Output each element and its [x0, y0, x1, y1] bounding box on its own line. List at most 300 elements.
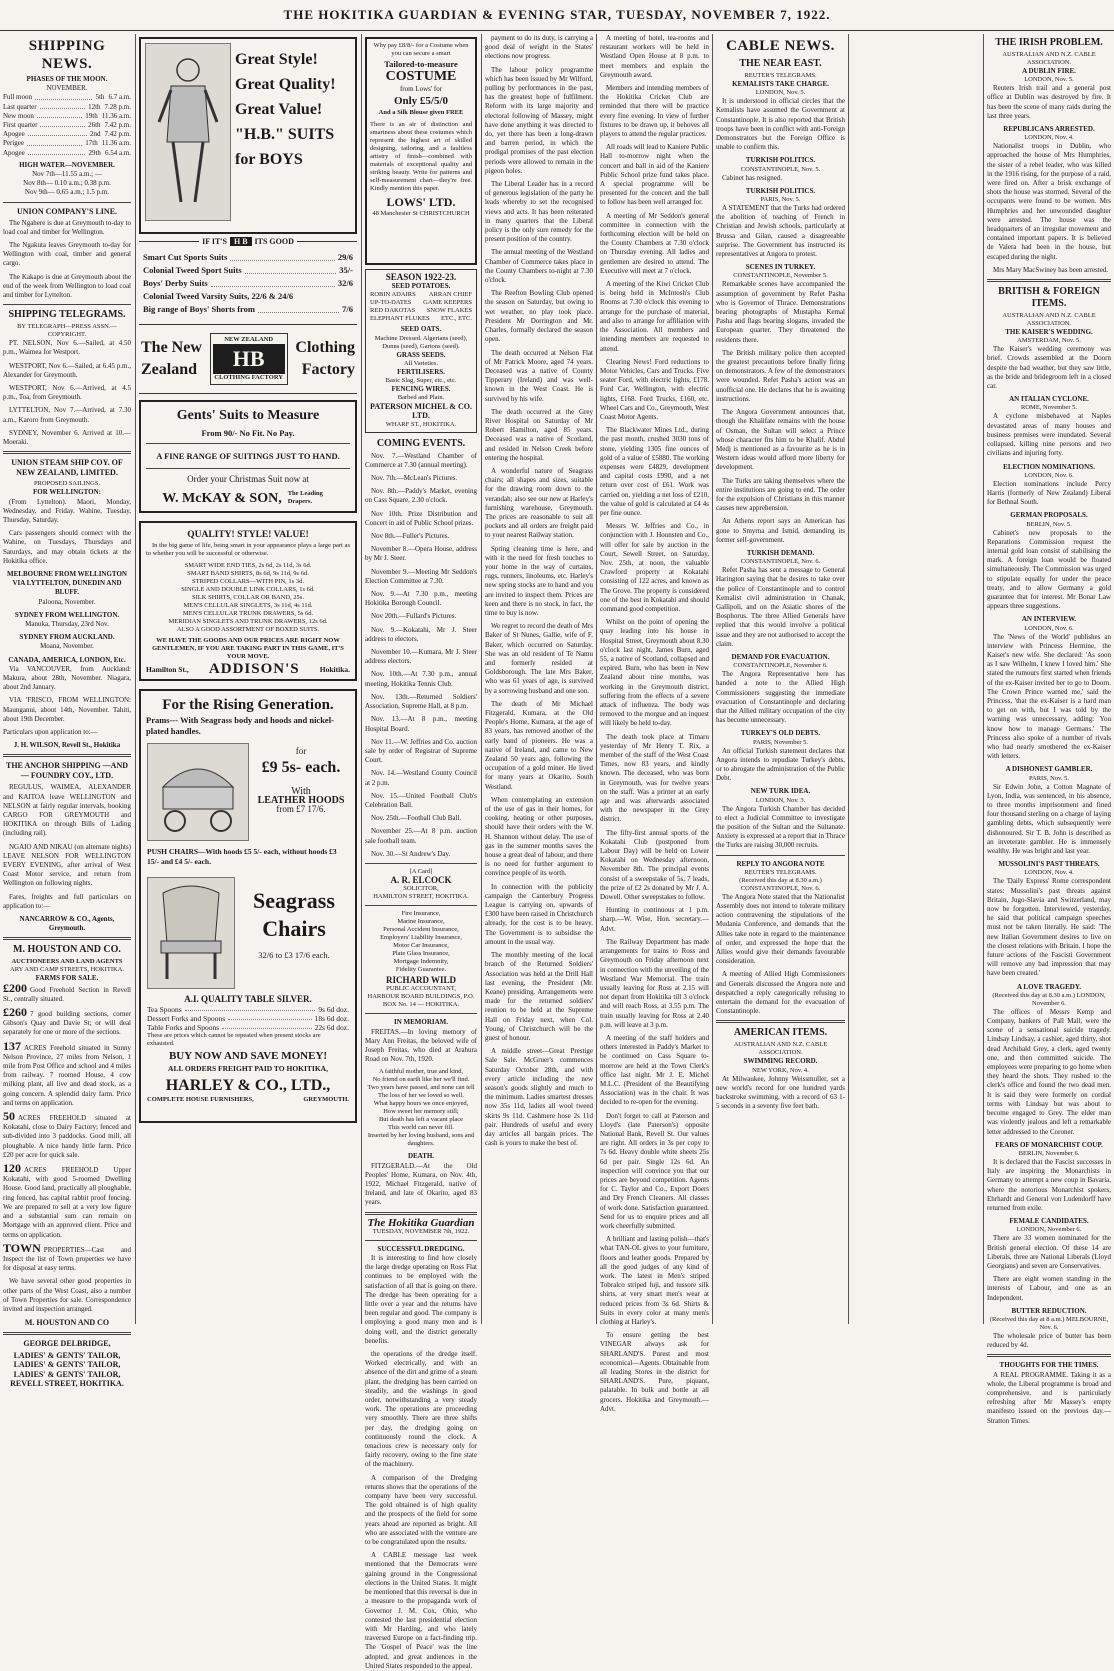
dateline: CONSTANTINOPLE, November 6. — [733, 662, 828, 670]
coming-event: Nov. 13.—At 8 p.m., meeting Hospital Board. — [365, 715, 477, 733]
republicans-text-2: Mrs Mary MacSwiney has been arrested. — [993, 265, 1109, 274]
anchor-heading: THE ANCHOR SHIPPING —AND— FOUNDRY COY., LTD. — [5, 761, 128, 781]
column-rule — [983, 34, 984, 1324]
telegram-paragraph: LYTTELTON, Nov 7.—Arrived, at 7.30 a.m., Karoro from Greymouth. — [3, 406, 131, 424]
dateline: PARIS, November 5. — [752, 738, 808, 746]
seagrass-block — [239, 887, 349, 960]
column-rule — [712, 34, 713, 1324]
poem-line: This world can never fill. — [388, 1124, 454, 1132]
love-text: The offices of Messrs Kemp and Company, bankers of Pall Mall, were the scene of a sensational suicide tragedy. Lindsay Lindsay, a cashier, aged thirty, shot dead Archibald Grey, a clerk, aged twenty one, and then committed suicide. The employees were preparing to go home when they heard the shots. They rushed to the clerk's office and found the two dead men. It is said they were formerly on cordial terms with Lindsay but was about to become engaged to Grey. The elder man was violently jealous and left a remarkable letter addressed to the Coroner. — [987, 1007, 1112, 1136]
moon-heading: PHASES OF THE MOON. — [26, 75, 108, 83]
lows-ad — [365, 37, 477, 265]
telegram-paragraph: PT. NELSON, Nov 6.—Sailed, at 4.50 p.m., Waimea for Westport. — [3, 339, 131, 357]
silver-table — [147, 1005, 349, 1033]
addison-name: ADDISON'S — [208, 661, 300, 678]
slogan-line: Great Value! — [235, 101, 323, 118]
leader-dots — [211, 277, 335, 287]
grass-text: All Varieties. — [403, 359, 439, 367]
pram-price: £9 5s- each. — [261, 758, 341, 776]
dateline: PARIS, Nov. 5. — [760, 196, 801, 204]
news-paragraph: The fifty-first annual sports of the Kokatahi Club (postponed from Labour Day) will be held on Lower Kokatahi on Wednesday afternoon, November 8th. The principal events consist of a sweepstake of 5s, 7 leads, the prize of £2 2s donated by Mr J. A. Dowell. Other sweepstakes to follow. — [600, 828, 709, 902]
nz-left-line: The New — [141, 339, 202, 357]
insurance-item: Motor Car Insurance, — [393, 942, 449, 950]
debts-text: An official Turkish statement declares that Angora intends to repudiate Turkey's debts, or to abrogate the administration of the Public Debt. — [716, 746, 845, 783]
silver-note: These are prices which cannot be repeated when present stocks are exhausted. — [147, 1032, 321, 1048]
irish-heading: THE IRISH PROBLEM. — [995, 37, 1103, 48]
nz-left — [141, 337, 202, 381]
moon-row — [3, 130, 131, 139]
addisons-ad — [139, 521, 357, 681]
seed-name: GAME KEEPERS — [423, 299, 472, 307]
wild-address: HARBOUR BOARD BUILDINGS, P.O. BOX No. 14 — HOKITIKA. — [367, 993, 475, 1009]
anchor-text-3: Fares, freights and full particulars on application to:— — [3, 892, 131, 910]
telegrams-heading: SHIPPING TELEGRAMS. — [8, 309, 126, 321]
news-paragraph: The monthly meeting of the local branch of the Returned Soldiers' Association was held at the Drill Hall last evening, the President (Mr. Keane) presiding. Arrangements were made for the returned soldiers' reunion to be held at the Supreme Hall on Friday next, when Col. Young, of Christchurch will be the guest of honour. — [485, 951, 593, 1042]
dateline: ROME, November 5. — [1021, 404, 1077, 412]
female-heading: FEMALE CANDIDATES. — [1009, 1217, 1089, 1226]
sydney-heading: SYDNEY FROM WELLINGTON. — [14, 610, 120, 619]
news-paragraph: A wonderful nature of Seagrass chairs; all shapes and sizes, suitable for the drawing room down to the verandah; also see our new at Harley's furnishing warehouse, Greymouth. The prices are reasonable to suit all pockets and all orders are freight paid to your nearest Railway station. — [485, 466, 593, 540]
nz-left-line: Zealand — [141, 361, 198, 379]
dateline: CONSTANTINOPLE, Nov. 5. — [740, 165, 821, 173]
fire-heading: A DUBLIN FIRE. — [1022, 67, 1076, 75]
column-ads — [139, 34, 357, 1324]
seeds-title: SEED POTATOES. — [391, 282, 451, 291]
thoughts-heading: THOUGHTS FOR THE TIMES. — [999, 1361, 1099, 1370]
poem-line: But death has left a vacant place — [378, 1116, 464, 1124]
moon-time: 6.54 a.m. — [104, 148, 131, 157]
scenes-text: Remarkable scenes have accompanied the assumption of government by Refet Pasha who is Governor of Thrace. Demonstrations bearing photographs of Mustapha Kemal Pasha and flags bearing slogans, invaded the European quarter. They threatened the residents there. — [716, 280, 845, 344]
insurance-item: Fidelity Guarantee. — [395, 966, 447, 974]
seagrass-title: Chairs — [262, 916, 326, 942]
slogan-line: Great Style! — [235, 51, 318, 68]
insurance-list — [365, 910, 477, 974]
telegrams — [3, 339, 131, 447]
canada-text: Via VANCOUVER, from Auckland: Makura, about 28th, November. Niagara, about 2nd January. — [3, 664, 131, 692]
moon-label: Perigee — [3, 139, 24, 148]
news-paragraph: The annual meeting of the Westland Chamber of Commerce takes place in the County Chambers to-night at 7.30 o'clock. — [485, 248, 593, 285]
coming-event: Nov 8th.—Fuller's Pictures. — [371, 532, 450, 541]
leader-dots — [37, 112, 82, 118]
interview-text: The 'News of the World' publishes an interview with Princess Hermine, the Kaiser's new wife. She declared: 'As soon as I saw Wilhelm, I knew I loved him.' She stated the rumours first started when friends of the ex-Kaiser invited her to go to Doorn. The Crown Prince warned me,' said the Princess, 'that the ex-Kaiser is a hard man to get on with, but I was told by the warning was unnecessary, adding: You know how to manage Germans.' The Princess also spoke of a number of rivals who had nearly smothered the ex-Kaiser with letters. — [987, 632, 1111, 761]
push-chairs: PUSH CHAIRS—With hoods £5 5/- each, without hoods £3 15/- and £4 5/- each. — [147, 847, 337, 867]
news-paragraph: To ensure getting the best VINEGAR always ask for SHARLAND'S. Purest and most economical—Agents. Obtainable from all leading Stores in the district for SHARLAND'S. Pure, piquant, palatable. In bulk and bottle at all grocers. Hokitika and Greymouth.—Advt. — [600, 1331, 709, 1413]
farm-listing — [3, 980, 131, 1004]
leader-dots — [28, 149, 86, 155]
farm-listing — [3, 1038, 131, 1108]
seagrass-price: 32/6 to £3 17/6 each. — [258, 950, 330, 961]
nz-badge-mid: HB — [213, 344, 285, 374]
separator — [3, 451, 131, 454]
coming-event: Nov. 10th.—At 7.30 p.m., annual meeting, Hokitika Tennis Club. — [365, 670, 477, 688]
prams-line: Prams--- With Seagrass body and hoods and nickel-plated handles. — [146, 715, 334, 737]
news-paragraph: The Liberal Leader has in a record of generous legislation of the party he leads whereby to set the recognised views and acts. It has been reiterated in many quarters that the Liberal policy is the only sure remedy for the present position of the country. — [485, 180, 593, 244]
news-paragraph: Clearing News! Ford reductions to Motor Vehicles, Cars and Trucks. Five seater Ford, with electric lights, £178. Ford Car, Wellington, with electric lights, £168. Ford Trucks, £160, etc. Wheel Cars and Co., Greymouth, West Coast Motor Agents. — [600, 357, 709, 421]
silver-heading: A.I. QUALITY TABLE SILVER. — [184, 994, 312, 1005]
cyclone-text: A cyclone misbehaved at Naples devastated areas of many houses and business premises were inundated. Several collapsed, killing nine persons and two civilians and injuring forty. — [987, 412, 1111, 458]
seed-name: ETC., ETC. — [440, 315, 472, 323]
coming-event: Nov. 7th.—McLean's Pictures. — [371, 474, 458, 483]
wellington-text: (From Lyttelton). Maori, Monday, Wednesday, and Friday. Wahine, Tuesday, Thursday, Saturday. — [3, 497, 131, 524]
lows-tailored: Tailored-to-measure — [384, 59, 458, 69]
suit-price: 29/6 — [337, 252, 353, 263]
leader-dots — [40, 103, 85, 109]
dateline: LONDON, Nov. 5. — [1024, 76, 1074, 84]
union-paragraph: The Ngahere is due at Greymouth to-day to load coal and timber for Wellington. — [3, 218, 131, 236]
dredging-heading: SUCCESSFUL DREDGING. — [377, 1244, 465, 1253]
news-paragraph: Members and intending members of the Hokitika Cricket Club are reminded that there will be practice every fine evening. In view of further fixtures to be drawn up, it behoves all players to attend the regular practices. — [600, 84, 709, 139]
slogan-line: for BOYS — [235, 151, 303, 168]
lows-address: 48 Manchester St CHRISTCHURCH — [372, 209, 470, 217]
turkish-text: Cabinet has resigned. — [722, 173, 783, 182]
moon-date: 5th — [95, 93, 105, 102]
moon-time: 11.36 a.m. — [101, 111, 131, 120]
addison-sign — [146, 661, 350, 678]
memoriam-poem — [365, 1068, 477, 1132]
fert-heading: FERTILISERS. — [397, 367, 445, 376]
banner-line — [139, 241, 199, 242]
insurance-item: Employers' Liability Insurance, — [380, 934, 462, 942]
moon-row — [3, 139, 131, 148]
coming-event: November 9.—Meeting Mr Seddon's Election Committee at 7.30. — [365, 567, 477, 585]
mckay-name: W. McKAY & SON, — [162, 490, 282, 506]
anchor-agent: NANCARROW & CO., Agents, Greymouth. — [19, 915, 115, 933]
season-heading: SEASON 1922-23. — [385, 272, 457, 282]
suit-price: 35/- — [339, 265, 353, 276]
quality-item: SINGLE AND DOUBLE LINK COLLARS, 1s 6d. — [181, 586, 315, 594]
delbridge-address: REVELL STREET, HOKITIKA. — [10, 1378, 124, 1388]
butter-heading: BUTTER REDUCTION. — [1011, 1306, 1087, 1315]
fert-text: Basic Slag, Super, etc., etc. — [385, 377, 457, 385]
seed-row — [370, 299, 472, 307]
leader-dots — [27, 139, 82, 145]
republicans-text: Nationalist troops in Dublin, who approached the house of Mrs Humphries, the sister of a rebel leader, who was killed in the 1916 rising, for the purpose of a raid, were fired on. After a brisk exchange of shots the house was stormed. Several of the occupants were found to be women. Mrs Humphries and her unwounded daughter were arrested. The house was the headquarters of an irregular movement and contained important papers. It is believed de Valera had been in the house, but escaped during the night. — [987, 142, 1111, 261]
tailor-line: LADIES' & GENTS' TAILOR, — [13, 1351, 121, 1361]
grass-heading: GRASS SEEDS. — [396, 350, 446, 359]
news-paragraph: The death of Mr Michael Fitzgerald, Kumara, at the Old People's Home, Kumara, at the age of 83 years, has removed another of the early band of pioneers. He was a native of Ireland, and came to New Zealand 50 years ago, following the occupation of a gold miner. He lived for many years at Okarito, South Westland. — [485, 699, 593, 791]
silver-row — [147, 1023, 349, 1032]
separator — [3, 202, 131, 203]
nz-badge — [210, 333, 288, 385]
near-east-heading: THE NEAR EAST. — [739, 58, 822, 69]
dateline: (Received this day at 8.30 a.m.) LONDON, November 6. — [992, 991, 1106, 1007]
lows-costume: COSTUME — [385, 69, 457, 85]
news-paragraph: The death occurred at the Grey River Hospital on Saturday of Mr Robert Hamilton, aged 85 years. Deceased was a native of Scotland, and resided in Nelson Creek before entering the hospital. — [485, 407, 593, 462]
nz-badge-bot: CLOTHING FACTORY — [214, 374, 283, 382]
dateline: (Received this day at 8.30 a.m.) CONSTANTINOPLE, Nov. 6. — [739, 876, 822, 892]
tailor-line: LADIES' & GENTS' TAILOR, — [13, 1360, 121, 1370]
farms-heading: FARMS FOR SALE. — [35, 974, 99, 983]
news-paragraph: All roads will lead to Kaniere Public Hall to-morrow night when the concert and ball in aid of the Kaniere Public School prize fund takes place. A special programme will be presented for the concert and the ball to follow has been well arranged for. — [600, 143, 709, 207]
leader-dots — [230, 251, 335, 261]
suit-name: Big range of Boys' Shorts from — [143, 304, 255, 315]
memoriam-text: FREITAS.—In loving memory of Mary Ann Freitas, the beloved wife of Joseph Freitas, who died at Arahura Road on Nov. 7th, 1920. — [365, 1027, 477, 1064]
dateline: (Received this day at 8 a.m.) MELBOURNE, Nov. 6. — [989, 1315, 1109, 1331]
banner-right: ITS GOOD — [254, 237, 294, 246]
female-text-2: There are eight women standing in the interests of Labour, and one as an Independent. — [987, 1275, 1111, 1302]
dateline: CONSTANTINOPLE, Nov. 6. — [740, 558, 821, 566]
coming-event: Nov. 9.—At 7.30 p.m., meeting Hokitika Borough Council. — [365, 590, 477, 608]
lows-gown: And a Silk Blouse given FREE — [378, 109, 464, 117]
kemalists-text: It is understood in official circles that the Kemalists have assumed the Government at Constantinople. It is also reported that British troops have been in conflict with anti-Foreign Demonstrators but the Foreign Office is unable to confirm this. — [716, 97, 845, 152]
seed-name: UP-TO-DATES — [370, 299, 412, 307]
sydney-text: Manuka, Thursday, 23rd Nov. — [25, 619, 109, 628]
seed-name: ELEPHANT FLUKES — [370, 315, 430, 323]
column-cable-news — [716, 34, 845, 1324]
farm-price: £260 — [3, 1005, 27, 1020]
farm-text: ACRES Freehold situated in Sunny Nelson Province, 27 miles from Nelson, 1 mile from Post Office and school and 4 miles from railway. 7 roomed House, 4 cow milking plant, all live and dead stock, as a going concern. A splendid dairy farm. Price and terms on application. — [3, 1043, 131, 1107]
buy-now: BUY NOW AND SAVE MONEY! — [168, 1050, 328, 1063]
column-rule — [135, 34, 136, 1324]
seed-name: ROBIN ADAIRS — [370, 291, 416, 299]
water-table — [3, 170, 131, 198]
news-paragraph: Hunting in continuous at 1 p.m. sharp.—W. Wise, Hon. secretary.—Advt. — [600, 906, 709, 933]
german-text: Cabinet's new proposals to the Reparations Commission request the internal gold loan consist of stabilising the mark. A foreign loan would be floated simultaneously. The Commission was urged to stipulate equally for under the peace treaty, and to allow Germany a gold guarantee that for interest. Mr Bonar Law appears three suggestions. — [987, 528, 1111, 611]
silver-block — [147, 995, 349, 1103]
frisco-text: VIA 'FRISCO, FROM WELLINGTON: Maunganui, about 14th, November. Tahiti, about 19th December. — [3, 696, 131, 723]
water-row: Nov 8th— 0.10 a.m.; 0.38 p.m. — [23, 179, 111, 188]
separator — [365, 1240, 477, 1241]
suit-name: Smart Cut Sports Suits — [143, 252, 228, 263]
anchor-text: REGULUS, WAIMEA, ALEXANDER and KAITOA leave WELLINGTON and NELSON at fairly regular intervals, booking CARGO FOR GREYMOUTH and HOKITIKA on through Bills of Lading (including rail). — [3, 783, 131, 838]
quality-item: STRIPED COLLARS—WITH PIN, 1s 3d. — [192, 578, 304, 586]
silver-name: Dessert Forks and Spoons — [147, 1013, 226, 1023]
news-paragraph: A meeting of hotel, tea-rooms and restaurant workers will be held in Westland Open House at 8 p.m. to meet members and explain the Greymouth award. — [600, 34, 709, 79]
silver-price: 22s 6d doz. — [314, 1023, 349, 1033]
uss-heading: UNION STEAM SHIP COY. OF NEW ZEALAND, LIMITED. — [11, 458, 123, 478]
wicker-chair-icon — [153, 883, 229, 983]
pram-with: With — [291, 785, 311, 797]
seed-list — [370, 291, 472, 323]
silver-row — [147, 1005, 349, 1014]
separator — [365, 905, 477, 906]
nz-badge-top: NEW ZEALAND — [224, 336, 274, 344]
dateline: BERLIN, Nov. 5. — [1026, 520, 1072, 528]
dateline: LONDON, November 6. — [1016, 1226, 1082, 1234]
quality-intro: In the big game of life, being smart in your appearance plays a large part as to whether you will be successful or otherwise. — [146, 542, 350, 558]
turkish-politics-heading: TURKISH POLITICS. — [745, 156, 816, 165]
coming-event: Nov. 9.—Kokatahi, Mr J. Steer address to electors. — [365, 625, 477, 643]
leader-dots — [35, 93, 93, 99]
suit-row — [143, 303, 353, 316]
news-paragraph: When contemplating an extension of the use of gas in their homes, for cooking, heating or other purposes, should have their orders with the W. H. Shannon without delay. The use of gas in the summer months saves the house a great deal of labour, and there is no need for further argument to convince people of its worth. — [485, 795, 593, 878]
card-label: [A Card] — [409, 867, 433, 875]
union-paragraph: The Kakapo is due at Greymouth about the end of the week from Wellington to load coal and timber for Lyttelton. — [3, 272, 131, 300]
moon-row — [3, 103, 131, 112]
measure-heading: Gents' Suits to Measure — [176, 408, 320, 424]
dredging-text: It is interesting to find how closely the large dredge operating on Ross Flat continues to be employed with the satisfaction of all that is going on there. The dredge has been operating for a little over a year and the returns have been regular and good. The company is employing a good many men and is doing well, and the district generally benefits. — [365, 1253, 477, 1345]
dateline: BERLIN, November 6. — [1018, 1149, 1080, 1157]
pram-hood-price: from £7 17/6. — [276, 804, 326, 815]
suitings: A FINE RANGE OF SUITINGS JUST TO HAND. — [156, 451, 340, 462]
col5-news — [600, 34, 709, 1414]
delbridge: GEORGE DELBRIDGE, — [23, 1339, 111, 1349]
column-irish — [987, 34, 1112, 1425]
reply-heading: REPLY TO ANGORA NOTE — [736, 859, 825, 868]
pram-hoods: LEATHER HOODS — [257, 794, 345, 806]
coming-event: November 8.—Opera House, address by Mr J. Steer. — [365, 545, 477, 563]
lows-price: Only £5/5/0 — [393, 95, 449, 108]
scenes-text-3: The Angora Government announces that, though the Khalifate remains with the house of Osman, the Sultan will select a Prince whose character fits him to be Khalif. Abdul Medj is mentioned as a favourite as he is in Western ideas would afford more liberty for development. — [716, 408, 845, 472]
quality-close: WE HAVE THE GOODS AND OUR PRICES ARE RIGHT NOW GENTLEMEN, IF YOU ARE TAKING PART IN THIS GAME, IT'S YOUR MOVE. — [152, 637, 344, 661]
column-4 — [485, 34, 593, 1324]
death-heading: DEATH. — [407, 1152, 435, 1161]
debts-heading: TURKEY'S OLD DEBTS. — [740, 729, 821, 738]
evac-text: The Angora Representative here has handed a note to the Allied High Commissioners suggesting the immediate evacuation of Constantinople and declaring that the Allied military occupation of the city has become unnecessary. — [716, 670, 845, 725]
particulars: Particulars upon application to:— — [3, 727, 98, 736]
coming-event: Nov 10th. Prize Distribution and Concert in aid of Public School prizes. — [365, 509, 477, 527]
mckay-sub: The Leading Drapers. — [287, 490, 323, 506]
elcock-address: HAMILTON STREET, HOKITIKA. — [373, 893, 469, 901]
nz-right — [295, 337, 355, 381]
pram-illustration — [147, 743, 249, 841]
news-paragraph: We regret to record the death of Mrs Baker of St Nunes, Gallie, wife of F. Baker, which occurred on Saturday. She was an old resident of Te Namu and formerly resided at Goldsborough. The late Mrs Baker, who was 61 years of age, is survived by a sorrowing husband and one son. — [485, 622, 593, 695]
insurance-item: Plate Glass Insurance, — [392, 950, 450, 958]
moon-time: 7.42 p.m. — [104, 121, 131, 130]
mckay-sign — [146, 490, 350, 506]
reply-text-2: A meeting of Allied High Commissioners and Generals discussed the Angora note and despatched a reply categorically refusing to entertain the demand for the evacuation of Constantinople. — [716, 970, 845, 1016]
scenes-text-5: An Athens report says an American has gone to Smyrna and Ismid, demanding its former self-government. — [716, 517, 845, 544]
column-shipping — [3, 34, 131, 1388]
farm-price: 50 — [3, 1109, 15, 1124]
insurance-item: Mortgage Indemnity, — [393, 958, 449, 966]
union-news — [3, 219, 131, 301]
poem-line: How sweet her memory still; — [383, 1108, 459, 1116]
lows-from: from Lows' for — [399, 85, 443, 94]
memoriam-heading: IN MEMORIAM. — [393, 1018, 449, 1027]
column-rule — [596, 34, 597, 1324]
telegrams-sub: BY TELEGRAPH—PRESS ASSN.—COPYRIGHT. — [17, 323, 117, 339]
mckay-ad — [139, 400, 357, 513]
seed-name: RED DAKOTAS — [370, 307, 416, 315]
farm-price: TOWN — [3, 1240, 41, 1255]
moon-row — [3, 149, 131, 158]
coming-event: Nov 20th.—Fullard's Pictures. — [371, 612, 457, 621]
farm-listing — [3, 1240, 131, 1274]
news-paragraph: A brilliant and lasting polish—that's what TAN-OL gives to your furniture, floors and leather goods. Prepared by all the good judges of any kind of work. The latest in Men's striped Tobralco striped fuji, and tussore silk shirts, at very smart men's wear at reduced prices from 3s 6d. Shirts & Suits in every color at many men's clothing at Harley's. — [600, 1235, 709, 1327]
separator — [3, 304, 131, 305]
coming-event: November 25.—At 8 p.m. auction sale football team. — [365, 827, 477, 845]
pram-prices — [253, 747, 349, 814]
dateline: LONDON, Nov. 4. — [1024, 134, 1074, 142]
republicans-heading: REPUBLICANS ARRESTED. — [1003, 125, 1095, 134]
news-paragraph: A meeting of Mr Seddon's general committee in connection with the forthcoming election will be held on the County Chambers at 7.30 o'clock on Thursday evening. All ladies and gentlemen are desired to attend. The Executive will meet at 7 o'clock. — [600, 211, 709, 275]
cable-heading: CABLE NEWS. — [726, 38, 835, 54]
poem-line: The loss of her we loved so well. — [378, 1092, 464, 1100]
agent: J. H. WILSON, Revell St., Hokitika — [13, 741, 121, 750]
addison-right: Hokitika. — [319, 665, 350, 675]
telegram-paragraph: SYDNEY, November 6. Arrived at 10.—Moeraki. — [3, 428, 131, 447]
column-3 — [365, 34, 477, 1670]
lows-name: LOWS' LTD. — [386, 194, 456, 209]
water-row: Nov 7th—11.55 a.m.; — — [32, 170, 102, 179]
farm-text: Good Freehold Section in Revell St., centrally situated. — [3, 985, 131, 1003]
coming-heading: COMING EVENTS. — [376, 437, 466, 449]
new-idea-text: The Angora Turkish Chamber has decided to elect a Judicial Committee to investigate the position of the Sultan and the Sultanate. Anxiety is expressed at a report that in Thrace the Turks are raising 30,000 recruits. — [716, 804, 845, 850]
news-paragraph: A meeting of the staff holders and others interested in Paddy's Market to be continued on Cass Square to-morrow are held at the Town Clerk's office last night. Mr J. E. Michel M.L.C. (President of the Beautifying Association) was in the chair. It was decided to re-open for the evening. — [600, 1033, 709, 1107]
column-5 — [600, 34, 709, 1413]
union-heading: UNION COMPANY'S LINE. — [16, 206, 118, 216]
reply-text: The Angora Note stated that the Nationalist Assembly does not intend to tolerate military action contravening the stipulations of the Mudania Conference, and demands that the Allies take note in regard to the maintenance of order, and expressed the hope that the Allies would give their demands favourable consideration. — [716, 892, 845, 966]
pram-icon — [153, 749, 243, 835]
anchor-text-2: NGAIO AND NIKAU (on alternate nights) LEAVE NELSON FOR WELLINGTON EVERY EVENING, after arrival of West Coast Motor service, and return from Wellington on following nights. — [3, 842, 131, 888]
moon-label: New moon — [3, 111, 34, 120]
coming-event: Nov 11.—W. Jeffries and Co. auction sale by order of Registrar of Supreme Court. — [365, 737, 477, 765]
suit-row — [143, 264, 353, 277]
new-idea-heading: NEW TURK IDEA. — [750, 787, 811, 796]
leader-dots — [228, 1014, 312, 1020]
news-paragraph: Spring cleaning time is here, and with it the need for fresh touches to your home in the way of curtains, rugs, runners, linoleums, etc. Harley's new spring stocks are to hand and you are invited to inspect them. Prices are keen and there is no stock, in fact, the time to buy is now. — [485, 544, 593, 617]
butter-text: The wholesale price of butter has been reduced by 4d. — [987, 1331, 1111, 1350]
harley-ad — [139, 689, 357, 1123]
moon-time: 6.7 a.m. — [108, 93, 131, 102]
quality-item: SMART WIDE END TIES, 2s 6d, 2s 11d, 3s 6d. — [184, 562, 312, 570]
british-sub: AUSTRALIAN AND N.Z. CABLE ASSOCIATION. — [1002, 312, 1096, 328]
election-text: Election nominations include Percy Harris (formerly of New Zealand) Liberal for Bethnal South. — [987, 479, 1111, 507]
telegram-paragraph: WESTPORT, Nov 6.—Arrived, at 4.5 p.m., Toa, from Greymouth. — [3, 384, 131, 402]
houston-sign: M. HOUSTON AND CO — [24, 1318, 110, 1328]
melbourne-text: Paloona, November. — [38, 597, 96, 606]
oats-heading: SEED OATS. — [400, 325, 442, 334]
suit-row — [143, 277, 353, 290]
fire-text: Reuters Irish trail and a general post office at Dublin was destroyed by fire. It has been the scene of many raids during the last three years. — [987, 84, 1111, 120]
separator — [987, 1354, 1111, 1357]
moon-date: 12th — [88, 102, 101, 111]
dateline: NEW YORK, Nov. 4. — [752, 1066, 809, 1074]
water-row: Nov 9th— 0.65 a.m.; 1.5 p.m. — [24, 188, 110, 197]
paterson-ad — [365, 269, 477, 433]
news-paragraph: The Railway Department has made arrangements for trains to Ross and Greymouth on Friday afternoon next in connection with the unveiling of the Westland War Memorial. The train usually leaving for Ross at 2.15 will not depart from Hokitika till 3 o'clock and will reach Ross, at 3.55 p.m. The train usually leaving for Ross at 2.40 p.m. will leave at 3 p.m. — [600, 937, 709, 1029]
coming-event: Nov. 13th.—Returned Soldiers' Association, Supreme Hall, at 8 p.m. — [365, 692, 477, 711]
moon-row — [3, 121, 131, 130]
interview-heading: AN INTERVIEW. — [1021, 615, 1077, 624]
farm-text: PROPERTIES—Cast and Inspect the list of Town properties we have for disposal at easy terms. — [3, 1245, 131, 1273]
silver-name: Tea Spoons — [147, 1004, 182, 1014]
coming-event: Nov. 25th.—Football Club Ball. — [371, 814, 462, 823]
farms-close: We have several other good properties in other parts of the West Coast, also a number of Town Properties for sale. Correspondence invited and inspection arranged. — [3, 1277, 131, 1313]
telegram-paragraph: WESTPORT, Nov 6.—Sailed, at 6.45 p.m., Alexander for Greymouth. — [3, 361, 131, 379]
wire-text: Barbed and Plain. — [397, 394, 445, 402]
moon-label: First quarter — [3, 121, 38, 130]
election-heading: ELECTION NOMINATIONS. — [1003, 462, 1095, 471]
column-rule — [361, 34, 362, 1324]
moon-time: 7.42 p.m. — [104, 130, 131, 139]
scenes-heading: SCENES IN TURKEY. — [745, 263, 816, 272]
coming-events — [365, 452, 477, 859]
banner-mid: H B — [230, 237, 252, 246]
hb-suits-ad — [139, 37, 357, 234]
separator — [365, 1212, 477, 1215]
melbourne-heading: MELBOURNE FROM WELLINGTON VIA LYTTELTON, DUNEDIN AND BLUFF. — [7, 569, 127, 597]
farm-text: 7 good building sections, corner Gibson's Quay and Davie St; or will deal separately for one or more of the sections. — [3, 1010, 131, 1037]
separator — [146, 443, 350, 444]
farm-listing — [3, 1161, 131, 1240]
leader-dots — [40, 121, 85, 127]
shipping-heading: SHIPPING NEWS. — [28, 38, 106, 72]
paterson-name: PATERSON MICHEL & CO. LTD. — [370, 402, 472, 421]
news-paragraph: A middle street—Great Prestige Sale Sale. McGruer's commences Saturday October 28th, and with every article including the new season's goods slightly and much to the minimum. Ladies smartest dresses now 35s 11d, ladies all wool tweed skirts 9s 11d. Cashmere hose 2s 11d pair. Hundreds of useful and every day articles all bargain prices. The cash is yours to make the best of. — [485, 1047, 593, 1148]
mussolini-text: The 'Daily Express' Rome correspondent states: Mussolini's past threats against Britain, Jugo-Slavia and Switzerland, may now be forgotten. Interviewed, yesterday, he said that political campaign speeches must not be taken literally. He said: 'The new Italian Government desires to live on the closest relations with Britain. I hope the future actions of the Fascisti Government will remove any bad impression that may have been created.' — [987, 877, 1111, 978]
farm-price: £200 — [3, 980, 27, 995]
slogan-line: Great Quality! — [235, 76, 336, 93]
poem-line: Two years have passed, and none can tell — [367, 1084, 475, 1092]
love-heading: A LOVE TRAGEDY. — [1017, 982, 1081, 991]
nz-right-line: Factory — [301, 361, 355, 379]
houston-address: ARY AND CAMP STREETS, HOKITIKA. — [10, 966, 124, 974]
column-rule — [848, 34, 849, 1324]
news-paragraph: A meeting of the Kiwi Cricket Club is being held in McIntosh's Club Rooms at 7.30 o'clock this evening to arrange for the purchase of material, and also to arrange for affiliation with the Association. All members and intending members are requested to attend. — [600, 280, 709, 353]
dateline: LONDON, Nov. 6. — [1024, 624, 1074, 632]
